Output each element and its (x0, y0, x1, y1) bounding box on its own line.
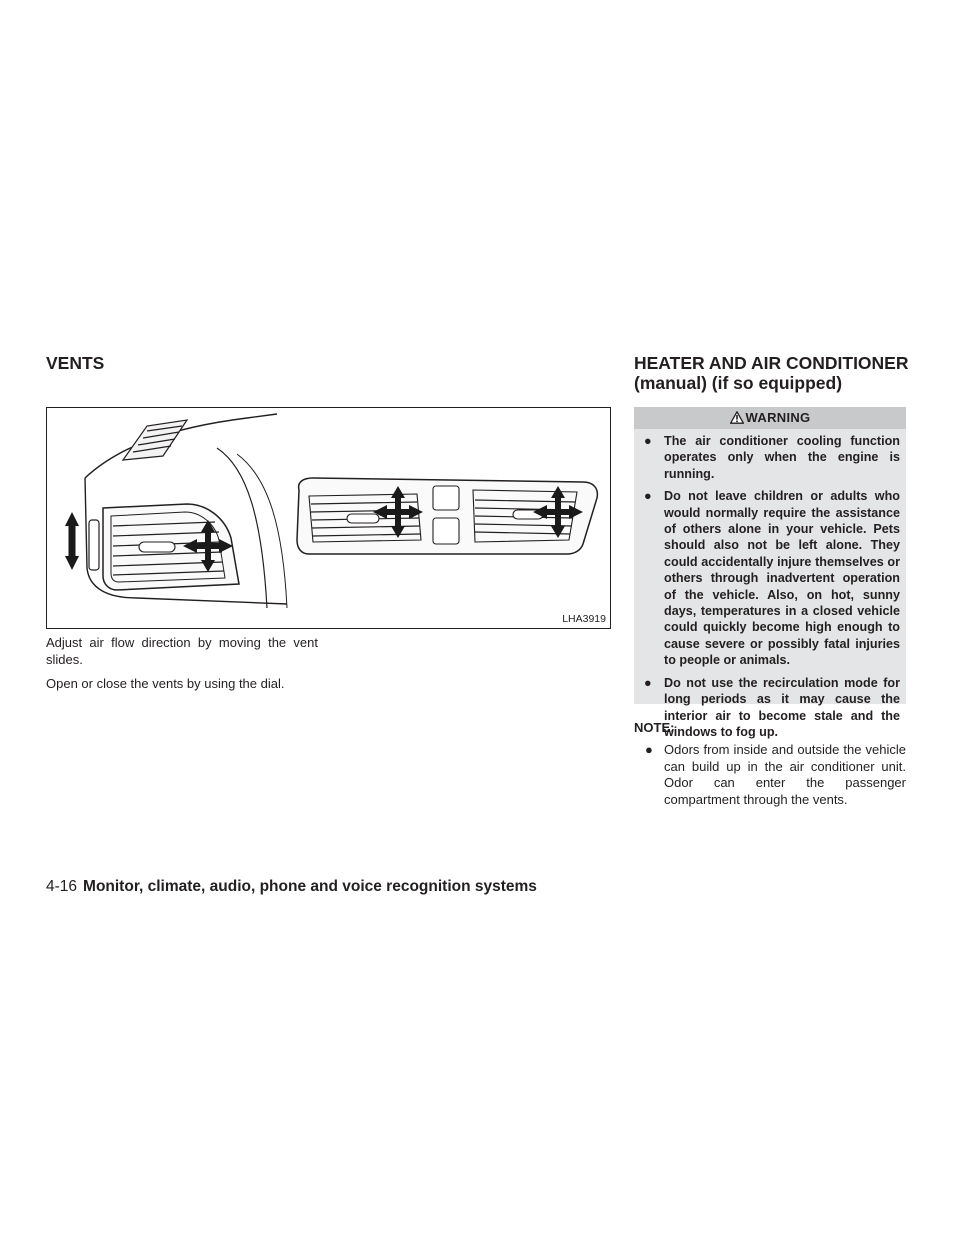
bullet-icon: ● (645, 742, 653, 757)
chapter-title: Monitor, climate, audio, phone and voice recognition systems (83, 878, 537, 895)
warning-label: WARNING (745, 410, 811, 425)
warning-item-text: Do not use the recirculation mode for long periods as it may cause the interior air to become stale and the windows to fog up. (664, 675, 900, 739)
heater-subtitle: (manual) (if so equipped) (634, 373, 843, 393)
warning-list (634, 433, 906, 740)
center-vents (297, 478, 597, 554)
bullet-icon: ● (644, 434, 652, 448)
figure-code: LHA3919 (562, 613, 606, 625)
vents-paragraph-dial: Open or close the vents by using the dial. (46, 676, 285, 691)
page-footer (46, 878, 537, 896)
bullet-icon: ● (644, 675, 652, 690)
defroster-grille (123, 420, 187, 460)
bullet-icon: ● (644, 489, 652, 504)
heater-title: HEATER AND AIR CONDITIONER (634, 353, 909, 373)
page-number: 4-16 (46, 878, 78, 895)
warning-triangle-icon (730, 411, 744, 424)
warning-item (634, 488, 900, 668)
warning-item-text: Do not leave children or adults who would normally require the assistance of others alone in your vehicle. Pets should also not be left alone. They could accidentally injure themselves or others through inadvertent operation of the vehicle. Also, on hot, sunny days, temperatures in a closed vehicle could quickly become high enough to cause severe or possibly fatal injuries to people or animals. (664, 489, 900, 668)
vent-drawing (47, 408, 610, 628)
note-label: NOTE: (634, 720, 675, 735)
section-title-vents: VENTS (46, 353, 105, 373)
vents-illustration (46, 407, 611, 629)
warning-item-text: The air conditioner cooling function operates only when the engine is running. (664, 434, 900, 481)
warning-header (634, 407, 906, 429)
note-item-text: Odors from inside and outside the vehicle can build up in the air conditioner unit. Odor can enter the passenger compartment through the vents. (664, 742, 906, 807)
warning-item (634, 433, 900, 482)
vents-paragraph-adjust: Adjust air flow direction by moving the vent slides. (46, 635, 318, 667)
section-title-heater (634, 353, 909, 393)
dial-direction-arrow (65, 512, 79, 570)
note-item (634, 742, 906, 808)
